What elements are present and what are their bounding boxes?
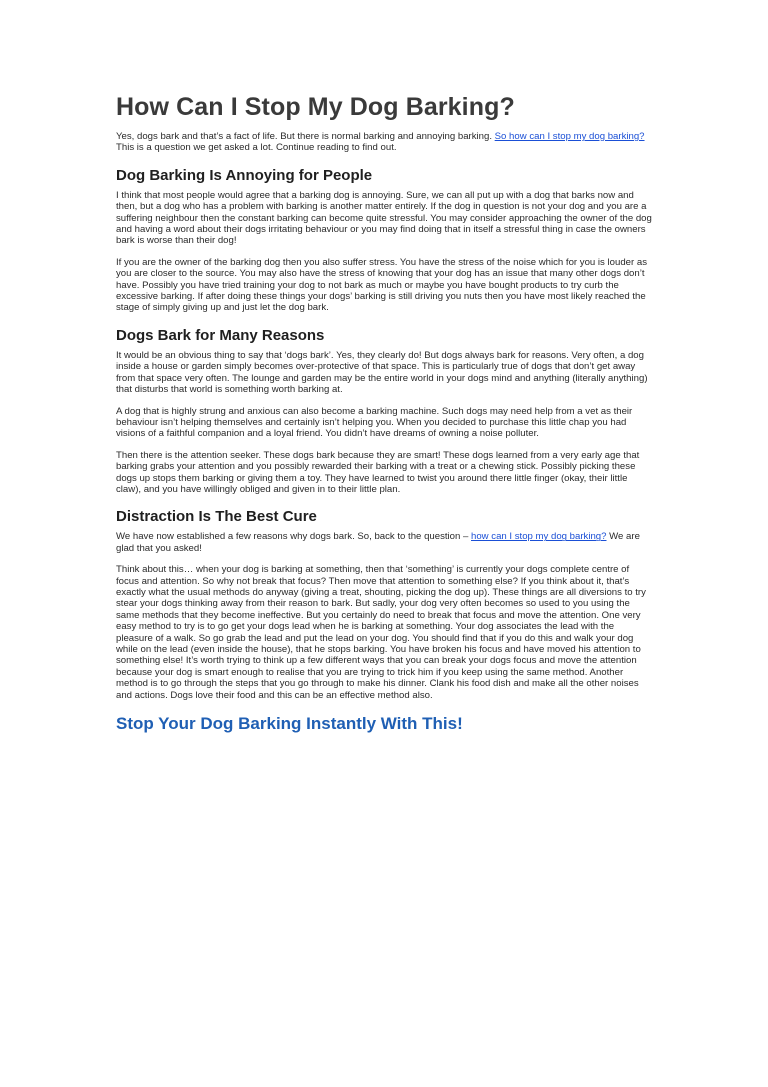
paragraph-annoying-2: If you are the owner of the barking dog then you also suffer stress. You have the stress of the noise which for you is louder as you are closer to the source. You may also have the stress of knowing that your dog has an issue that many other dogs don’t have. Possibly you have tried training your dog to not bark as much or maybe you have bought products to try curb the excessive barking. If after doing these things your dogs’ barking is still driving you nuts then you have most likely reached the stage of simply giving up and just let the dog bark. <box>116 256 647 314</box>
paragraph-reasons-3: Then there is the attention seeker. These dogs bark because they are smart! These dogs learned from a very early age that barking grabs your attention and you possibly rewarded their barking with a treat or a chewing stick. Possibly picking these dogs up stops them barking or giving them a toy. They have learned to twist you around there little finger (okay, their little claw), and you have willingly obliged and given in to their little plan. <box>116 449 640 495</box>
paragraph-reasons-1: It would be an obvious thing to say that ‘dogs bark’. Yes, they clearly do! But dogs always bark for reasons. Very often, a dog inside a house or garden simply becomes over-protective of that space. This is particularly true of dogs that don’t get away from that space very often. The lounge and garden may be the entire world in your dogs mind and anything (literally anything) that disturbs that world is something worth barking at. <box>116 349 648 396</box>
section-heading-reasons: Dogs Bark for Many Reasons <box>116 326 325 344</box>
section-heading-annoying: Dog Barking Is Annoying for People <box>116 166 373 184</box>
intro-text-before: Yes, dogs bark and that’s a fact of life. But there is normal barking and annoying barking. <box>116 131 495 142</box>
intro-text-after: This is a question we get asked a lot. Continue reading to find out. <box>116 142 397 154</box>
cta-heading[interactable]: Stop Your Dog Barking Instantly With This! <box>116 714 463 734</box>
section-heading-distraction: Distraction Is The Best Cure <box>116 508 317 526</box>
paragraph-annoying-1: I think that most people would agree that a barking dog is annoying. Sure, we can all put up with a dog that barks now and then, but a dog who has a problem with barking is another matter entirely. If the dog in question is not your dog and you are a suffering neighbour then the constant barking can become quite stressful. You may consider approaching the owner of the dog and having a word about their dogs irritating behaviour or you may find doing that in itself a stressful thing in case the owners bark is worse than their dog! <box>116 189 652 247</box>
document-page <box>116 92 652 738</box>
stop-dog-barking-link[interactable]: So how can I stop my dog barking? <box>494 131 645 142</box>
paragraph-reasons-2: A dog that is highly strung and anxious can also become a barking machine. Such dogs may need help from a vet as their behaviour isn’t helping themselves and certainly isn’t helping you. When you decided to purchase this little chap you had visions of a faithful companion and a loyal friend. You didn’t have dreams of owning a noise polluter. <box>116 405 633 440</box>
page-title: How Can I Stop My Dog Barking? <box>116 93 515 121</box>
paragraph-distraction-1: Think about this… when your dog is barking at something, then that ‘something’ is currently your dogs complete centre of focus and attention. So why not break that focus? Then move that attention to something else? If you think about it, that’s exactly what the usual methods do anyway (giving a treat, shouting, picking the dog up). These things are all diversions to try stear your dogs thinking away from their reason to bark. But sadly, your dog very often becomes so used to you using the same methods that they become ineffective. But you certainly do need to break that focus and move the attention. One very easy method to try is to go get your dogs lead when he is barking at something. Your dog associates the lead with the pleasure of a walk. So go grab the lead and put the lead on your dog. You should find that if you do this and walk your dog while on the lead (even inside the house), that he stops barking. You have broken his focus and have moved his attention to something else! It’s worth trying to think up a few different ways that you can break your dogs focus and move the attention because your dog is smart enough to realise that you are trying to trick him if you keep using the same method. Another method is to go through the steps that you go through to make his dinner. Clank his food dish and make all the other noises and actions. Dogs love their food and this can be an effective method also. <box>116 564 646 701</box>
how-stop-dog-barking-link[interactable]: how can I stop my dog barking? <box>471 531 607 543</box>
distraction-lead-after: We are glad that you asked! <box>116 531 640 554</box>
paragraph-distraction-lead <box>116 531 652 554</box>
distraction-lead-before: We have now established a few reasons why dogs bark. So, back to the question – <box>116 531 472 543</box>
intro-paragraph <box>116 131 652 154</box>
